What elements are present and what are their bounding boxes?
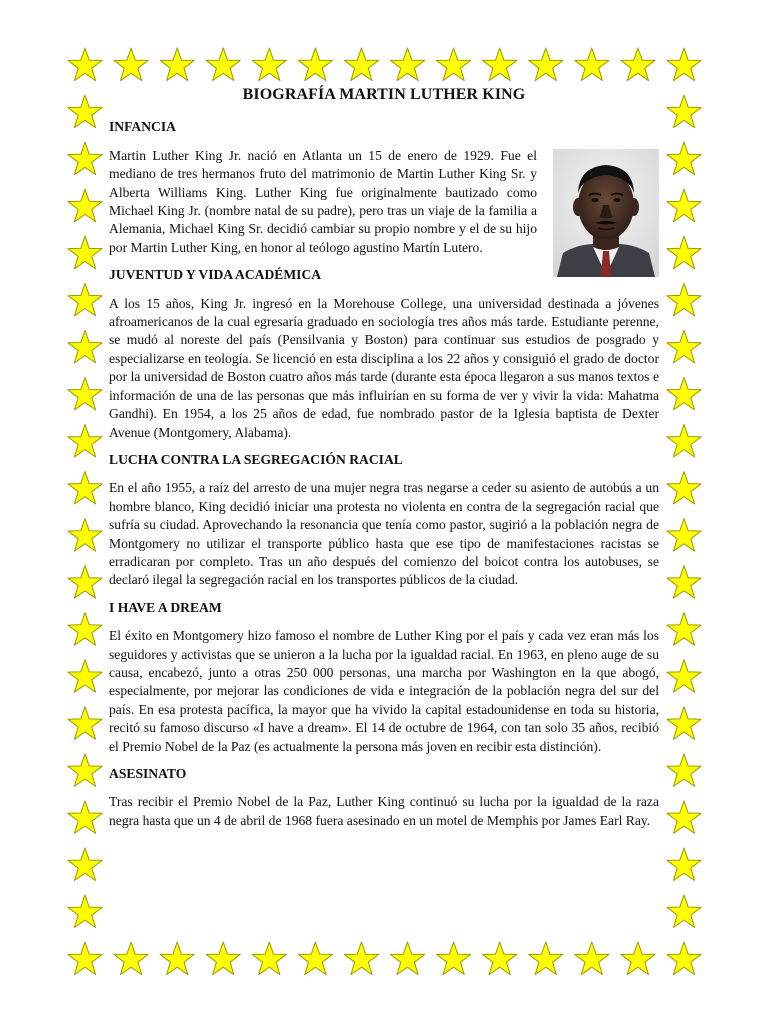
document-body [109,82,659,839]
star-icon [483,942,517,975]
section-heading-infancia: INFANCIA [109,119,176,135]
star-icon [68,801,102,834]
star-icon [437,48,471,81]
star-icon [667,330,701,363]
star-icon [667,48,701,81]
page-title: BIOGRAFÍA MARTIN LUTHER KING [242,86,526,103]
star-icon [68,424,102,457]
star-icon [483,48,517,81]
star-icon [667,801,701,834]
section-text-asesinato: Tras recibir el Premio Nobel de la Paz, Luther King continuó su lucha por la igualdad de la raza negra hasta que un 4 de abril de 1968 fuera asesinado en un motel de Memphis por James Earl Ray. [109,794,659,828]
star-icon [68,330,102,363]
star-icon [344,48,378,81]
star-icon [529,48,563,81]
star-icon [667,660,701,693]
star-icon [667,613,701,646]
section-heading-juventud: JUVENTUD Y VIDA ACADÉMICA [109,267,322,283]
star-icon [114,942,148,975]
star-icon [667,236,701,269]
star-icon [68,95,102,128]
star-icon [68,754,102,787]
section-heading-dream: I HAVE A DREAM [109,599,222,615]
star-icon [390,942,424,975]
star-icon [68,660,102,693]
section-dream [109,599,659,756]
star-icon [575,48,609,81]
star-icon [68,142,102,175]
section-juventud [109,266,659,442]
star-icon [667,95,701,128]
section-heading-asesinato: ASESINATO [109,766,187,781]
star-icon [667,566,701,599]
star-icon [68,236,102,269]
star-icon [160,48,194,81]
star-icon [206,48,240,81]
star-icon [667,754,701,787]
section-text-infancia: Martin Luther King Jr. nació en Atlanta un 15 de enero de 1929. Fue el mediano de tres hermanos fruto del matrimonio de Martin Luther King Sr. y Alberta Williams King. Luther King fue originalmente bautizado como Michael King Jr. (nombre natal de su padre), pero tras un viaje de la familia a Alemania, Michael King Sr. decidió cambiar su propio nombre y el de su hijo por Martin Luther King, en honor al teólogo agustino Martín Lutero. [109,147,537,255]
star-icon [298,48,332,81]
section-text-dream: El éxito en Montgomery hizo famoso el nombre de Luther King por el país y cada vez eran más los seguidores y activistas que se unieron a la lucha por la igualdad racial. En 1963, en pleno auge de su causa, encabezó, junto a otras 250 000 personas, una marcha por Washington en la que abogó, especialmente, por mejorar las condiciones de vida e integración de la población negra del sur del país. En esa protesta pacífica, la mayor que ha vivido la capital estadounidense en toda su historia, recitó su famoso discurso «I have a dream». El 14 de octubre de 1964, con tan solo 35 años, recibió el Premio Nobel de la Paz (es actualmente la persona más joven en recibir esta distinción). [109,628,659,754]
star-icon [667,472,701,505]
star-icon [667,283,701,316]
star-icon [252,48,286,81]
star-icon [390,48,424,81]
star-icon [667,942,701,975]
section-heading-lucha: LUCHA CONTRA LA SEGREGACIÓN RACIAL [109,451,403,467]
star-icon [68,613,102,646]
section-asesinato [109,765,659,830]
star-icon [68,48,102,81]
star-icon [575,942,609,975]
star-icon [68,472,102,505]
star-icon [252,942,286,975]
star-icon [667,189,701,222]
star-icon [667,377,701,410]
star-icon [68,707,102,740]
star-icon [160,942,194,975]
section-lucha [109,451,659,590]
star-icon [298,942,332,975]
star-icon [68,566,102,599]
star-icon [667,707,701,740]
star-icon [529,942,563,975]
star-icon [437,942,471,975]
star-icon [667,142,701,175]
star-icon [667,895,701,928]
section-text-lucha: En el año 1955, a raíz del arresto de una mujer negra tras negarse a ceder su asiento de autobús a un hombre blanco, King decidió iniciar una protesta no violenta en contra de la segregación racial que sufría su ciudad. Aprovechando la resonancia que tenía como pastor, sugirió a la población negra de Montgomery no utilizar el transporte público hasta que ese tipo de manifestaciones racistas se erradicaran por completo. Tras un año después del comienzo del boicot contra los autobuses, se declaró ilegal la segregación racial en los transportes públicos de la ciudad. [109,480,659,588]
star-icon [68,895,102,928]
star-icon [667,519,701,552]
star-icon [68,283,102,316]
star-icon [667,424,701,457]
star-icon [621,942,655,975]
portrait-photo [553,149,659,277]
star-icon [68,942,102,975]
section-infancia [109,118,659,257]
section-text-juventud: A los 15 años, King Jr. ingresó en la Morehouse College, una universidad destinada a jóvenes afroamericanos de la cual egresaría graduado en sociología tres años más tarde. Estudiante perenne, se mudó al noreste del país (Pensilvania y Boston) para continuar sus estudios de posgrado y especializarse en teología. Se licenció en esta disciplina a los 22 años y consiguió el grado de doctor por la universidad de Boston cuatro años más tarde (durante esta época llegaron a sus manos textos e información de una de las personas que más influirían en su forma de ver y vivir la vida: Mahatma Gandhi). En 1954, a los 25 años de edad, fue nombrado pastor de la Iglesia baptista de Dexter Avenue (Montgomery, Alabama). [109,295,659,440]
star-icon [344,942,378,975]
star-icon [667,848,701,881]
star-icon [68,189,102,222]
star-icon [68,377,102,410]
star-icon [206,942,240,975]
star-icon [68,519,102,552]
star-icon [114,48,148,81]
star-icon [68,848,102,881]
star-icon [621,48,655,81]
